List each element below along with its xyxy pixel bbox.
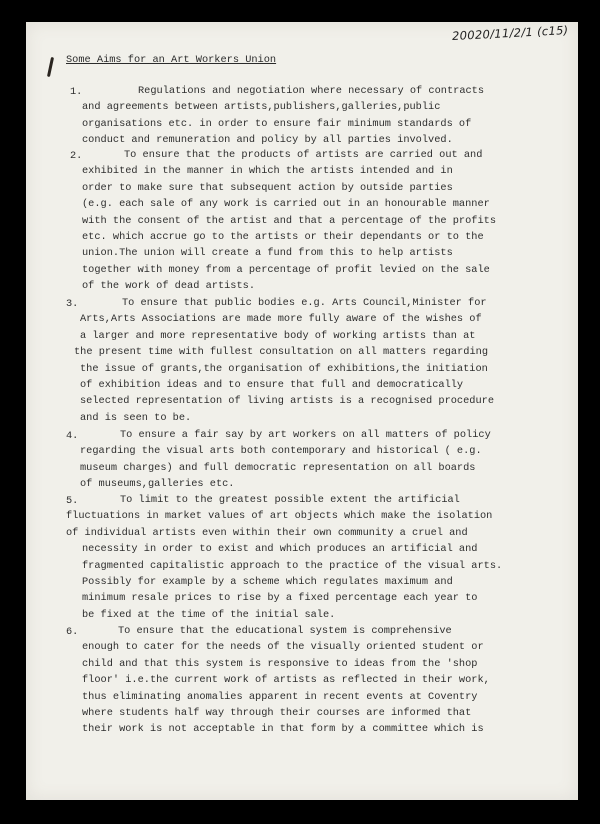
paragraph-line: minimum resale prices to rise by a fixed percentage each year to	[82, 592, 478, 605]
paragraph-line: their work is not acceptable in that form by a committee which is	[82, 723, 484, 736]
paragraph-line: the present time with fullest consultation on all matters regarding	[74, 346, 489, 359]
paragraph-line: To ensure that the educational system is comprehensive	[118, 625, 452, 637]
paragraph-line: and agreements between artists,publishers,galleries,public	[82, 101, 441, 114]
paragraph-line: Arts,Arts Associations are made more fully aware of the wishes of	[80, 313, 482, 326]
paragraph-line: fragmented capitalistic approach to the practice of the visual arts.	[82, 559, 503, 572]
paragraph-line: a larger and more representative body of working artists than at	[80, 329, 476, 342]
paragraph-number: 2.	[70, 150, 83, 162]
paragraph-line: and is seen to be.	[80, 411, 192, 424]
paragraph-line: etc. which accrue go to the artists or their dependants or to the	[82, 231, 484, 243]
paragraph-line: organisations etc. in order to ensure fair minimum standards of	[82, 117, 472, 130]
paragraph-line: union.The union will create a fund from this to help artists	[82, 247, 453, 260]
paragraph-line: museum charges) and full democratic representation on all boards	[80, 461, 476, 474]
paragraph-line: order to make sure that subsequent action by outside parties	[82, 181, 453, 194]
paragraph-line: selected representation of living artists is a recognised procedure	[80, 395, 495, 408]
paragraph-line: exhibited in the manner in which the artists intended and in	[82, 165, 453, 178]
paragraph-number: 4.	[66, 430, 79, 442]
paragraph-number: 3.	[66, 298, 79, 310]
paragraph-line: (e.g. each sale of any work is carried out in an honourable manner	[82, 198, 490, 211]
paragraph-line: To limit to the greatest possible extent the artificial	[120, 494, 460, 506]
paragraph-line: child and that this system is responsive to ideas from the 'shop	[82, 657, 478, 670]
paragraph-line: To ensure that public bodies e.g. Arts Council,Minister for	[122, 297, 487, 309]
paragraph-line: conduct and remuneration and policy by all parties involved.	[82, 134, 453, 147]
paragraph-line: Possibly for example by a scheme which regulates maximum and	[82, 576, 453, 588]
paragraph-line: To ensure that the products of artists are carried out and	[124, 149, 483, 161]
paragraph-line: the issue of grants,the organisation of exhibitions,the initiation	[80, 362, 488, 375]
paragraph-line: To ensure a fair say by art workers on all matters of policy	[120, 429, 491, 441]
paragraph-line: regarding the visual arts both contemporary and historical ( e.g.	[80, 445, 482, 458]
paragraph-line: necessity in order to exist and which produces an artificial and	[82, 543, 478, 556]
paragraph-line: where students half way through their courses are informed that	[82, 707, 472, 719]
paragraph-number: 6.	[66, 626, 79, 638]
ink-mark	[47, 57, 54, 77]
archive-reference: 20020/11/2/1 (c15)	[451, 22, 569, 44]
paragraph-line: floor' i.e.the current work of artists as reflected in their work,	[82, 674, 490, 687]
paragraph-number: 5.	[66, 495, 79, 507]
paragraph-line: together with money from a percentage of profit levied on the sale	[82, 263, 490, 276]
paragraph-number: 1.	[70, 86, 83, 98]
paragraph-line: of museums,galleries etc.	[80, 478, 235, 491]
document-title: Some Aims for an Art Workers Union	[66, 54, 277, 66]
paragraph-line: with the consent of the artist and that a percentage of the profits	[82, 214, 497, 227]
paragraph-line: Regulations and negotiation where necessary of contracts	[138, 85, 485, 97]
paragraph-line: thus eliminating anomalies apparent in recent events at Coventry	[82, 690, 478, 703]
paragraph-line: be fixed at the time of the initial sale.	[82, 608, 336, 621]
paragraph-line: of the work of dead artists.	[82, 280, 256, 293]
paragraph-line: enough to cater for the needs of the visually oriented student or	[82, 641, 484, 654]
paragraph-line: of exhibition ideas and to ensure that full and democratically	[80, 379, 464, 391]
paragraph-line: fluctuations in market values of art objects which make the isolation	[66, 510, 493, 523]
typewritten-page	[26, 22, 578, 800]
paragraph-line: of individual artists even within their own community a cruel and	[66, 526, 468, 539]
